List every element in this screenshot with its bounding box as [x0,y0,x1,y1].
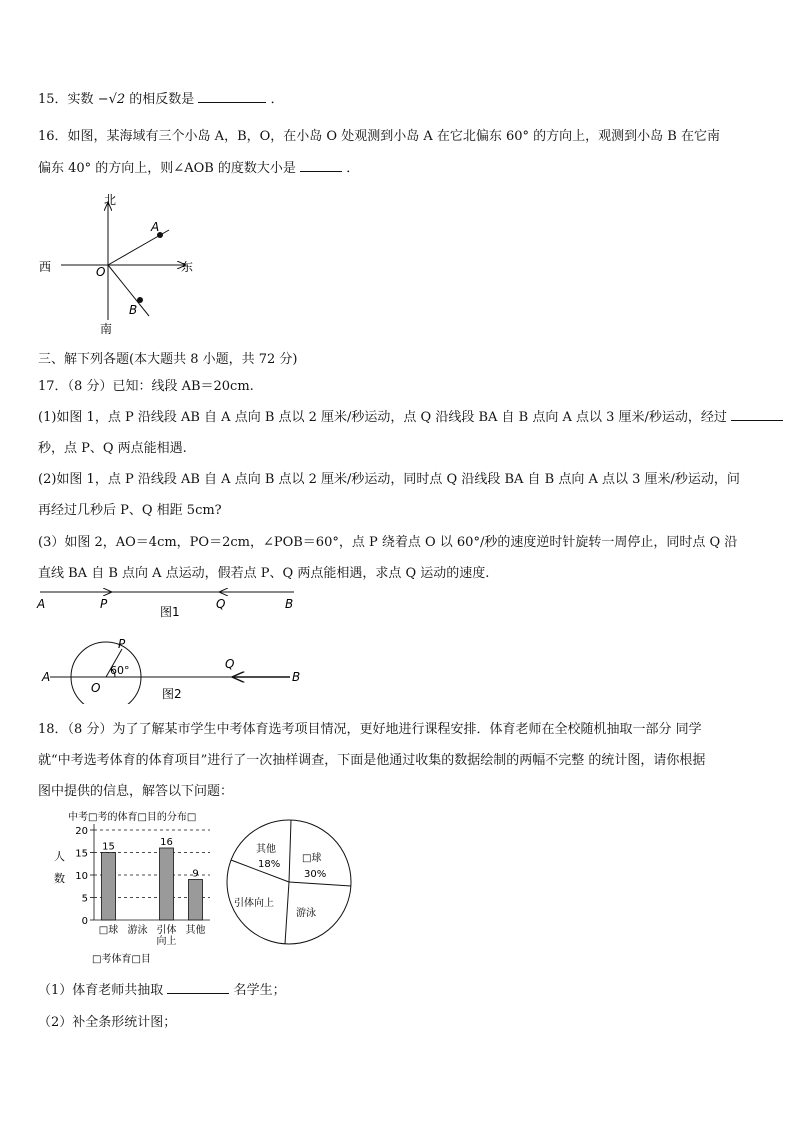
fig2-angle: 60° [110,664,130,677]
bar-ylabel-char-2: 数 [54,872,65,885]
pie-label-pullup: 引体向上 [234,898,274,909]
pie-label-other: 其他 [256,844,276,855]
q16-line2 [38,157,359,176]
question-15 [38,88,284,107]
label-a: A [151,220,160,234]
figure-2 [36,636,306,704]
q15-expression: −√2 [97,92,126,107]
x-category-label: 其他 [185,925,206,936]
pie-pct-other: 18% [258,859,281,870]
q17-stem: 17．（8 分）已知：线段 AB＝20cm. [38,379,254,394]
label-o: O [96,265,106,279]
y-tick-label: 15 [75,848,88,860]
q16-line1: 16．如图，某海域有三个小岛 A，B，O，在小岛 O 处观测到小岛 A 在它北偏东 60° 的方向上，观测到小岛 B 在它南 [38,129,720,144]
q15-answer-blank[interactable] [198,88,266,103]
label-b: B [129,303,138,317]
q18-line2: 就“中考选考体育的体育项目”进行了一次抽样调查，下面是他通过收集的数据绘制的两幅不完整 的统计图，请你根据 [38,753,706,768]
bar-chart-bars [102,837,203,920]
x-category-label: □球 [98,925,119,936]
q18-line1: 18．（8 分）为了了解某市学生中考体育选考项目情况，更好地进行课程安排．体育老师在全校随机抽取一部分 同学 [38,722,702,737]
pie-pct-ball: 30% [304,869,327,880]
fig2-caption: 图2 [162,687,182,701]
q18-line3: 图中提供的信息，解答以下问题： [38,784,234,799]
compass-figure [36,190,206,335]
q18-sub1-blank[interactable] [167,979,229,994]
q17-part1-line2: 秒，点 P、Q 两点能相遇. [38,441,187,456]
fig1-b: B [285,597,294,611]
q16-line2-prefix: 偏东 40° 的方向上，则∠AOB 的度数大小是 [38,161,296,176]
pie-label-ball: □球 [302,853,322,864]
fig1-caption: 图1 [160,605,180,619]
x-category-label: 引体 [156,925,177,936]
y-tick-label: 20 [75,826,88,837]
label-north: 北 [104,193,117,207]
pie-divider-2 [289,820,291,882]
bar-chart-xlabels [99,923,206,947]
pie-chart [224,812,354,952]
point-b-dot [137,297,143,303]
bar-value-label: 16 [160,837,173,848]
circle-o [71,642,141,704]
bar-chart [50,808,220,968]
q17-part1-line1 [38,406,783,425]
y-tick-label: 5 [81,893,88,905]
fig2-q: Q [225,657,235,671]
y-tick-label: 0 [81,916,88,927]
q17-part2-line2: 再经过几秒后 P、Q 相距 5cm? [38,503,222,518]
pie-label-swim: 游泳 [296,908,316,919]
q18-sub2: （2）补全条形统计图； [38,1015,177,1030]
bar [160,848,174,920]
bar-value-label: 15 [102,841,115,853]
q16-answer-blank[interactable] [300,157,342,172]
label-east: 东 [181,260,194,274]
fig1-p: P [100,597,108,611]
q17-part1-blank[interactable] [731,406,783,421]
q15-end: ． [270,92,284,107]
figure-1 [34,586,304,622]
bar-chart-title: 中考□考的体育□目的分布□ [68,812,197,823]
fig2-a: A [42,670,51,684]
q16-line2-end: ． [346,161,360,176]
bar-chart-xlabel: □考体育□目 [92,954,151,965]
label-west: 西 [39,260,52,274]
q17-part2-line1: (2)如图 1，点 P 沿线段 AB 自 A 点向 B 点以 2 厘米/秒运动，同时点 Q 沿线段 BA 自 B 点向 A 点以 3 厘米/秒运动，问 [38,472,740,487]
label-south: 南 [100,322,113,335]
q18-sub1-prefix: （1）体育老师共抽取 [38,983,164,998]
q17-part3-line1: (3）如图 2，AO＝4cm，PO＝2cm，∠POB＝60°，点 P 绕着点 O 以 60°/秒的速度逆时针旋转一周停止，同时点 Q 沿 [38,535,738,550]
x-category-label: 向上 [156,936,177,947]
y-tick-label: 10 [75,871,88,882]
pie-divider-4 [285,882,289,944]
bar [102,853,116,921]
bar-ylabel-char-1: 人 [54,850,65,863]
fig2-p: P [118,637,126,651]
q17-part3-line2: 直线 BA 自 B 点向 A 点运动，假若点 P、Q 两点能相遇，求点 Q 运动的速度. [38,566,490,581]
bar-chart-yticks [75,826,88,927]
fig2-o: O [91,681,101,695]
bar-value-label: 9 [192,868,199,880]
q17-part1-text: (1)如图 1，点 P 沿线段 AB 自 A 点向 B 点以 2 厘米/秒运动，点 Q 沿线段 BA 自 B 点向 A 点以 3 厘米/秒运动，经过 [38,410,727,425]
section-3-heading: 三、解下列各题(本大题共 8 小题，共 72 分) [38,352,298,367]
q18-sub1 [38,979,286,998]
fig1-q: Q [216,597,226,611]
pie-divider-3 [289,882,351,886]
bar [189,880,203,921]
fig1-a: A [37,597,46,611]
x-category-label: 游泳 [127,925,148,936]
q15-suffix: 的相反数是 [129,92,195,107]
fig2-b: B [292,670,301,684]
q15-prefix: 15．实数 [38,92,94,107]
q18-sub1-suffix: 名学生； [233,983,286,998]
